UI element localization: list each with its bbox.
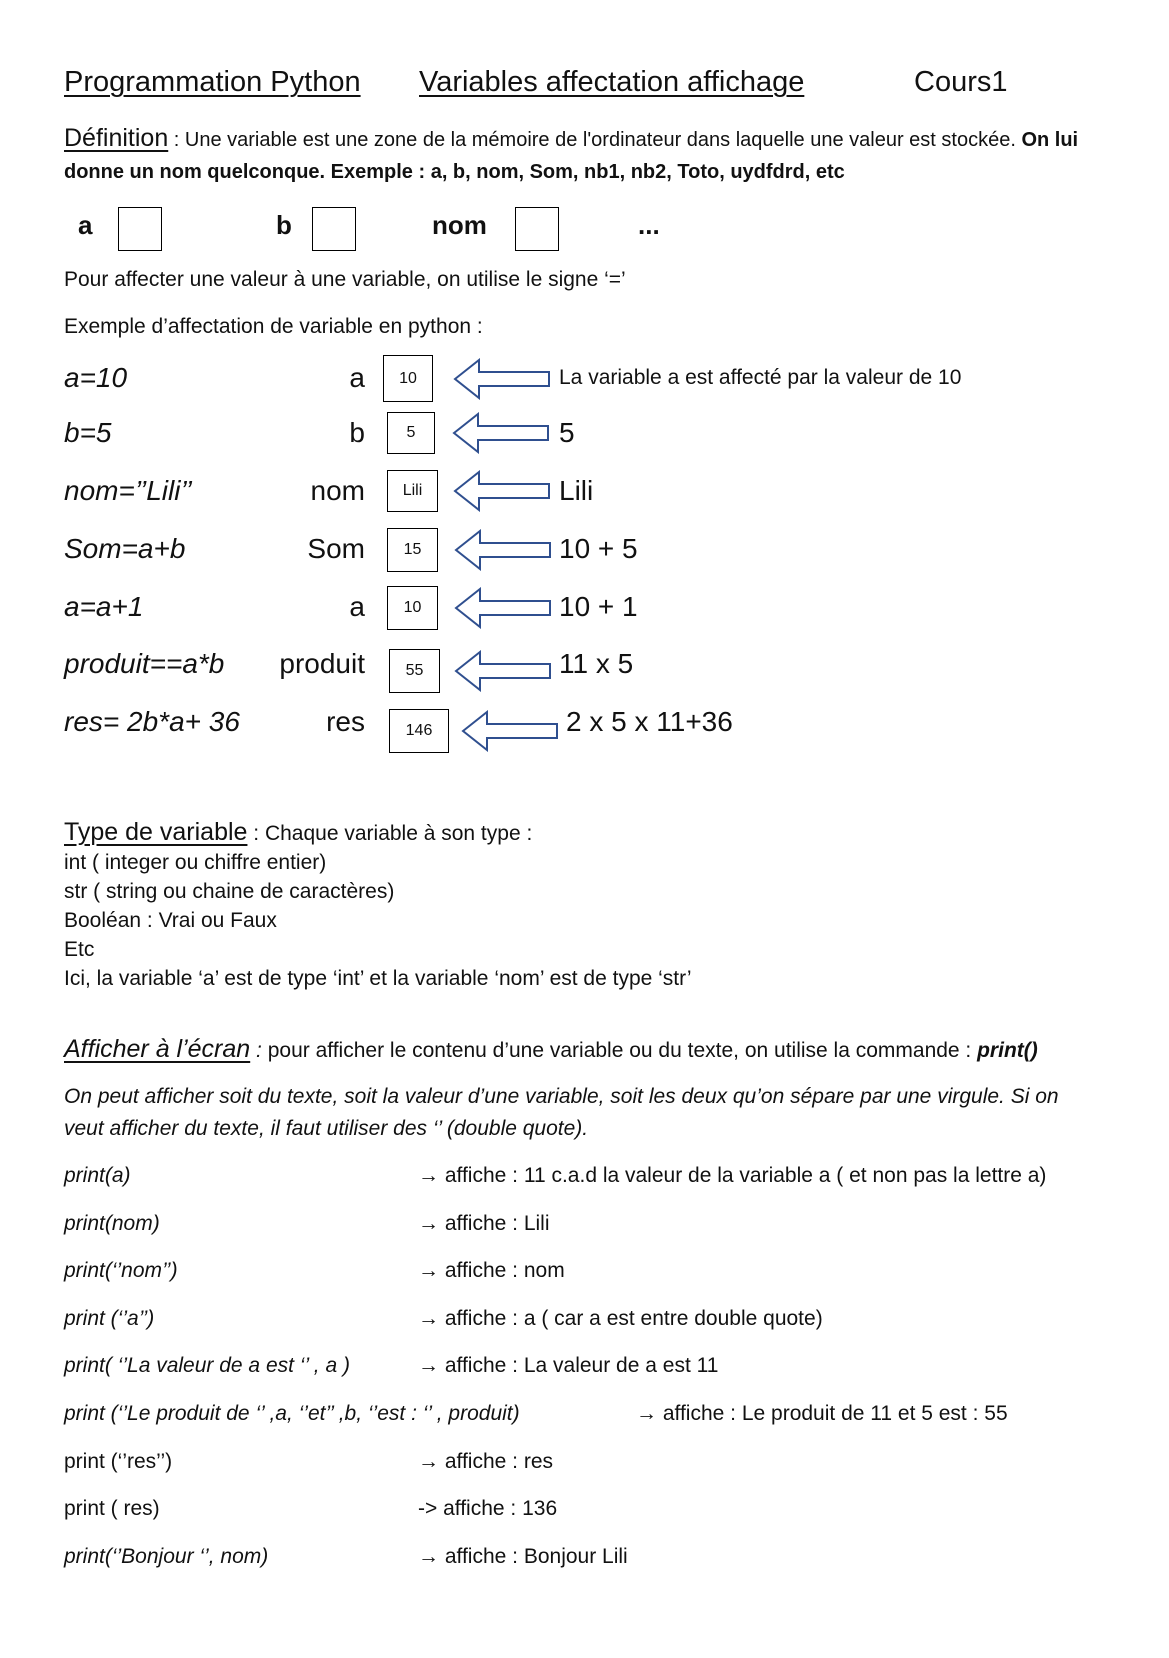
- definition-text: : Une variable est une zone de la mémoire de l'ordinateur dans laquelle une valeur est stockée.: [168, 129, 1022, 151]
- assign-explanation: 5: [559, 417, 575, 448]
- display-sep: :: [250, 1039, 268, 1062]
- type-line: str ( string ou chaine de caractères): [64, 880, 395, 903]
- assign-value-box: 15: [387, 528, 438, 572]
- display-note-line2: veut afficher du texte, il faut utiliser des ‘’ (double quote).: [64, 1117, 589, 1140]
- assign-code: Som=a+b: [64, 533, 186, 564]
- assign-value-box: 55: [389, 649, 440, 693]
- types-heading: Type de variable: [64, 818, 248, 846]
- assign-var-name: produit: [279, 648, 365, 679]
- print-example-code: print( ‘’La valeur de a est ‘’ , a ): [64, 1354, 350, 1377]
- left-arrow-icon: [454, 650, 552, 692]
- types-section: [64, 818, 692, 993]
- display-intro: [64, 1035, 1038, 1064]
- print-example-code: print ( res): [64, 1497, 160, 1520]
- print-example-code: print (‘’res’’): [64, 1450, 173, 1473]
- display-intro-text: pour afficher le contenu d’une variable ou du texte, on utilise la commande :: [267, 1039, 978, 1062]
- left-arrow-icon: [454, 587, 552, 629]
- types-intro: : Chaque variable à son type :: [247, 822, 533, 845]
- memory-label-a: a: [78, 210, 93, 240]
- type-line: Booléan : Vrai ou Faux: [64, 909, 277, 932]
- type-line: Ici, la variable ‘a’ est de type ‘int’ et la variable ‘nom’ est de type ‘str’: [64, 967, 692, 990]
- assign-var-name: a: [349, 591, 365, 622]
- print-example-code: print(nom): [64, 1212, 160, 1235]
- memory-box-nom: [515, 207, 559, 251]
- assign-code: produit==a*b: [64, 648, 225, 679]
- type-line: int ( integer ou chiffre entier): [64, 851, 327, 874]
- print-command: print(): [977, 1039, 1038, 1062]
- assign-explanation: Lili: [559, 475, 594, 506]
- definition-heading: Définition: [64, 124, 169, 152]
- memory-label-ellipsis: ...: [638, 210, 660, 240]
- assign-value-box: 5: [387, 412, 435, 454]
- assign-code: b=5: [64, 417, 112, 448]
- assign-var-name: nom: [310, 475, 365, 506]
- assign-explanation: 2 x 5 x 11+36: [566, 706, 733, 737]
- left-arrow-icon: [453, 358, 551, 400]
- print-example-code: print(‘’Bonjour ‘’, nom): [64, 1545, 269, 1568]
- print-example-code: print (‘’Le produit de ‘’ ,a, ‘’et’’ ,b, ‘’est : ‘’ , produit): [64, 1402, 520, 1425]
- display-heading: Afficher à l’écran: [64, 1035, 251, 1063]
- assign-code: res= 2b*a+ 36: [64, 706, 240, 737]
- assign-example-title: Exemple d’affectation de variable en python :: [64, 315, 483, 338]
- print-example-output: → affiche : res: [418, 1450, 554, 1473]
- print-example-output: → affiche : Bonjour Lili: [418, 1545, 628, 1568]
- assign-var-name: b: [349, 417, 365, 448]
- assign-explanation: 11 x 5: [559, 648, 634, 679]
- assign-var-name: Som: [307, 533, 365, 564]
- assign-code: a=10: [64, 362, 128, 393]
- assign-rule: Pour affecter une valeur à une variable, on utilise le signe ‘=’: [64, 268, 626, 291]
- display-note-line1: On peut afficher soit du texte, soit la valeur d’une variable, soit les deux qu’on sépare par une virgule. Si on: [64, 1085, 1059, 1108]
- print-example-code: print(‘’nom’’): [64, 1259, 178, 1282]
- print-example-code: print (‘’a’’): [64, 1307, 155, 1330]
- assign-value-box: Lili: [387, 470, 438, 512]
- assign-value-box: 10: [383, 355, 433, 402]
- print-example-output: -> affiche : 136: [418, 1497, 558, 1520]
- memory-box-b: [312, 207, 356, 251]
- topic-title: Variables affectation affichage: [419, 66, 805, 98]
- definition-paragraph: [64, 122, 1124, 188]
- print-example-output: → affiche : a ( car a est entre double quote): [418, 1307, 823, 1330]
- assign-explanation: 10 + 5: [559, 533, 638, 564]
- print-example-output: → affiche : Le produit de 11 et 5 est : 55: [636, 1402, 1008, 1425]
- assign-value-box: 10: [387, 586, 438, 630]
- assign-var-name: a: [349, 362, 365, 393]
- definition-bold-text: On lui donne un nom quelconque. Exemple : a, b, nom, Som, nb1, nb2, Toto, uydfdrd, etc: [64, 129, 1079, 183]
- assign-explanation: La variable a est affecté par la valeur de 10: [559, 366, 962, 389]
- assign-var-name: res: [326, 706, 365, 737]
- assign-code: nom=’’Lili’’: [64, 475, 192, 506]
- lesson-label: Cours1: [914, 66, 1008, 98]
- memory-box-a: [118, 207, 162, 251]
- print-example-output: → affiche : 11 c.a.d la valeur de la variable a ( et non pas la lettre a): [418, 1164, 1047, 1187]
- assign-value-box: 146: [389, 709, 449, 753]
- print-example-output: → affiche : nom: [418, 1259, 565, 1282]
- print-example-output: → affiche : Lili: [418, 1212, 550, 1235]
- course-title: Programmation Python: [64, 66, 361, 98]
- memory-label-b: b: [276, 210, 292, 240]
- memory-label-nom: nom: [432, 210, 487, 240]
- assign-code: a=a+1: [64, 591, 144, 622]
- left-arrow-icon: [452, 412, 550, 454]
- type-line: Etc: [64, 938, 95, 961]
- left-arrow-icon: [453, 470, 551, 512]
- left-arrow-icon: [461, 710, 559, 752]
- assign-explanation: 10 + 1: [559, 591, 638, 622]
- print-example-code: print(a): [64, 1164, 131, 1187]
- left-arrow-icon: [454, 529, 552, 571]
- print-example-output: → affiche : La valeur de a est 11: [418, 1354, 719, 1377]
